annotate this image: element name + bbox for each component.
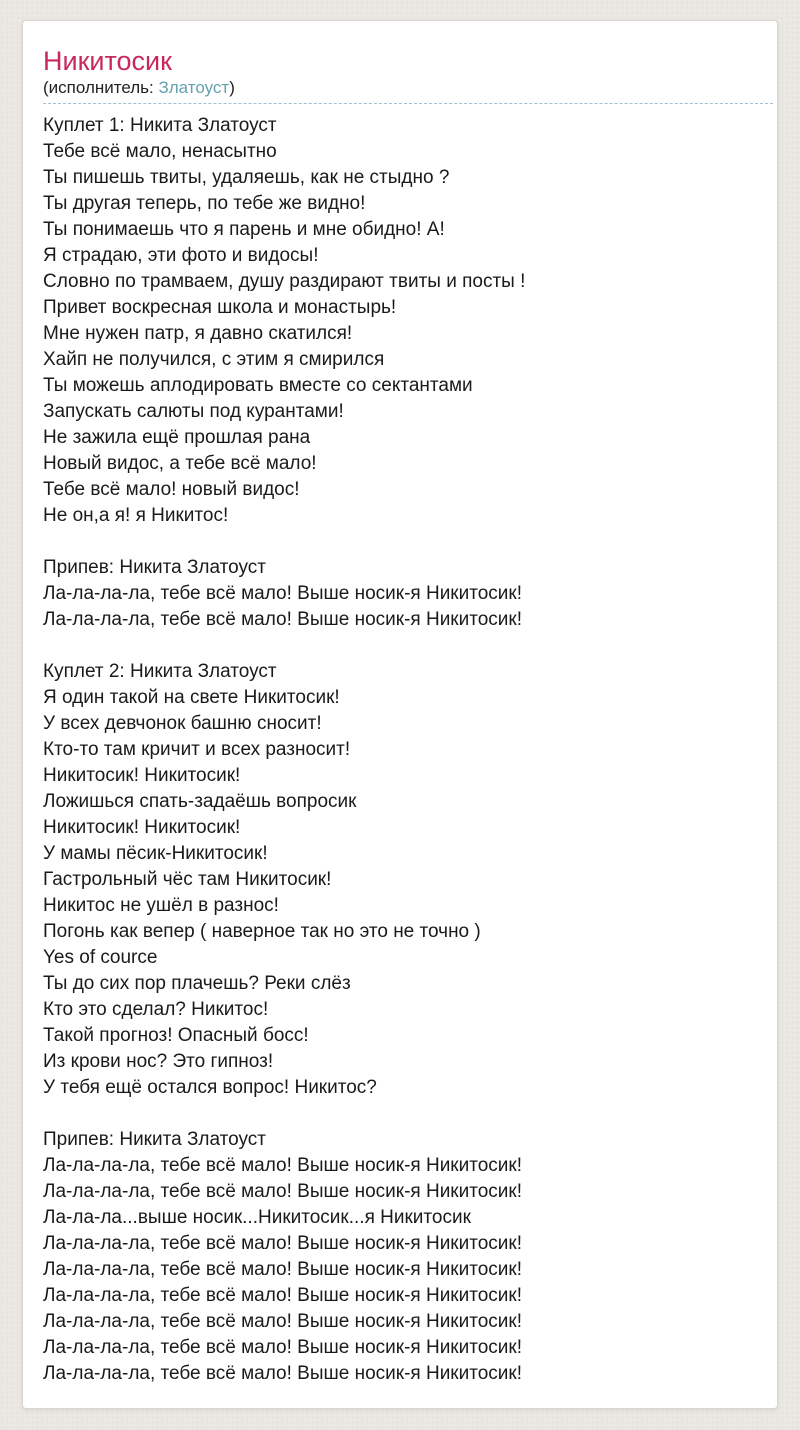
lyric-line: Ла-ла-ла...выше носик...Никитосик...я Никитосик [43, 1207, 471, 1228]
lyric-line: Словно по трамваем, душу раздирают твиты и посты ! [43, 271, 526, 292]
lyric-line: Из крови нос? Это гипноз! [43, 1051, 274, 1072]
lyric-line: Мне нужен патр, я давно скатился! [43, 323, 353, 344]
lyric-gap [43, 1101, 757, 1127]
lyric-line: Ла-ла-ла-ла, тебе всё мало! Выше носик-я Никитосик! [43, 1259, 522, 1280]
lyric-line: Никитосик! Никитосик! [43, 817, 241, 838]
lyric-line: Тебе всё мало, ненасытно [43, 141, 277, 162]
lyric-line: Припев: Никита Златоуст [43, 557, 266, 578]
lyric-line: Ты можешь аплодировать вместе со сектантами [43, 375, 473, 396]
lyrics-text [43, 113, 757, 1387]
lyric-line: Ла-ла-ла-ла, тебе всё мало! Выше носик-я Никитосик! [43, 1363, 522, 1384]
lyric-line: Ла-ла-ла-ла, тебе всё мало! Выше носик-я Никитосик! [43, 583, 522, 604]
lyric-line: Ла-ла-ла-ла, тебе всё мало! Выше носик-я Никитосик! [43, 1155, 522, 1176]
lyric-line: Ты до сих пор плачешь? Реки слёз [43, 973, 351, 994]
lyric-line: Я один такой на свете Никитосик! [43, 687, 340, 708]
lyric-line: Припев: Никита Златоуст [43, 1129, 266, 1150]
lyric-line: Ла-ла-ла-ла, тебе всё мало! Выше носик-я Никитосик! [43, 1337, 522, 1358]
header [43, 46, 773, 104]
lyric-line: Тебе всё мало! новый видос! [43, 479, 300, 500]
lyric-line: Ты другая теперь, по тебе же видно! [43, 193, 366, 214]
lyric-line: Ла-ла-ла-ла, тебе всё мало! Выше носик-я Никитосик! [43, 1285, 522, 1306]
lyric-gap [43, 529, 757, 555]
lyric-line: Такой прогноз! Опасный босс! [43, 1025, 309, 1046]
lyrics-card [22, 20, 778, 1409]
lyric-line: Куплет 1: Никита Златоуст [43, 115, 277, 136]
artist-prefix: (исполнитель: [43, 78, 159, 97]
lyric-line: Погонь как вепер ( наверное так но это не точно ) [43, 921, 481, 942]
lyric-line: Кто это сделал? Никитос! [43, 999, 269, 1020]
lyric-gap [43, 633, 757, 659]
lyric-line: Я страдаю, эти фото и видосы! [43, 245, 319, 266]
lyric-line: У мамы пёсик-Никитосик! [43, 843, 268, 864]
lyric-line: Ложишься спать-задаёшь вопросик [43, 791, 357, 812]
lyric-line: Ла-ла-ла-ла, тебе всё мало! Выше носик-я Никитосик! [43, 609, 522, 630]
lyric-line: Гастрольный чёс там Никитосик! [43, 869, 332, 890]
lyric-line: У всех девчонок башню сносит! [43, 713, 322, 734]
lyric-line: У тебя ещё остался вопрос! Никитос? [43, 1077, 377, 1098]
lyric-line: Новый видос, а тебе всё мало! [43, 453, 317, 474]
lyric-line: Кто-то там кричит и всех разносит! [43, 739, 351, 760]
lyric-line: Куплет 2: Никита Златоуст [43, 661, 277, 682]
artist-link[interactable]: Златоуст [158, 78, 230, 97]
lyric-line: Привет воскресная школа и монастырь! [43, 297, 397, 318]
lyric-line: Ла-ла-ла-ла, тебе всё мало! Выше носик-я Никитосик! [43, 1311, 522, 1332]
lyric-line: Ла-ла-ла-ла, тебе всё мало! Выше носик-я Никитосик! [43, 1233, 522, 1254]
lyric-line: Никитосик! Никитосик! [43, 765, 241, 786]
artist-suffix: ) [229, 78, 235, 97]
song-title: Никитосик [43, 46, 172, 76]
lyric-line: Не он,а я! я Никитос! [43, 505, 229, 526]
lyric-line: Yes of cource [43, 947, 158, 968]
lyric-line: Ты понимаешь что я парень и мне обидно! А! [43, 219, 445, 240]
lyric-line: Запускать салюты под курантами! [43, 401, 344, 422]
lyric-line: Не зажила ещё прошлая рана [43, 427, 311, 448]
lyric-line: Хайп не получился, с этим я смирился [43, 349, 385, 370]
lyric-line: Ты пишешь твиты, удаляешь, как не стыдно ? [43, 167, 450, 188]
lyric-line: Ла-ла-ла-ла, тебе всё мало! Выше носик-я Никитосик! [43, 1181, 522, 1202]
artist-line [43, 78, 773, 98]
lyric-line: Никитос не ушёл в разнос! [43, 895, 279, 916]
